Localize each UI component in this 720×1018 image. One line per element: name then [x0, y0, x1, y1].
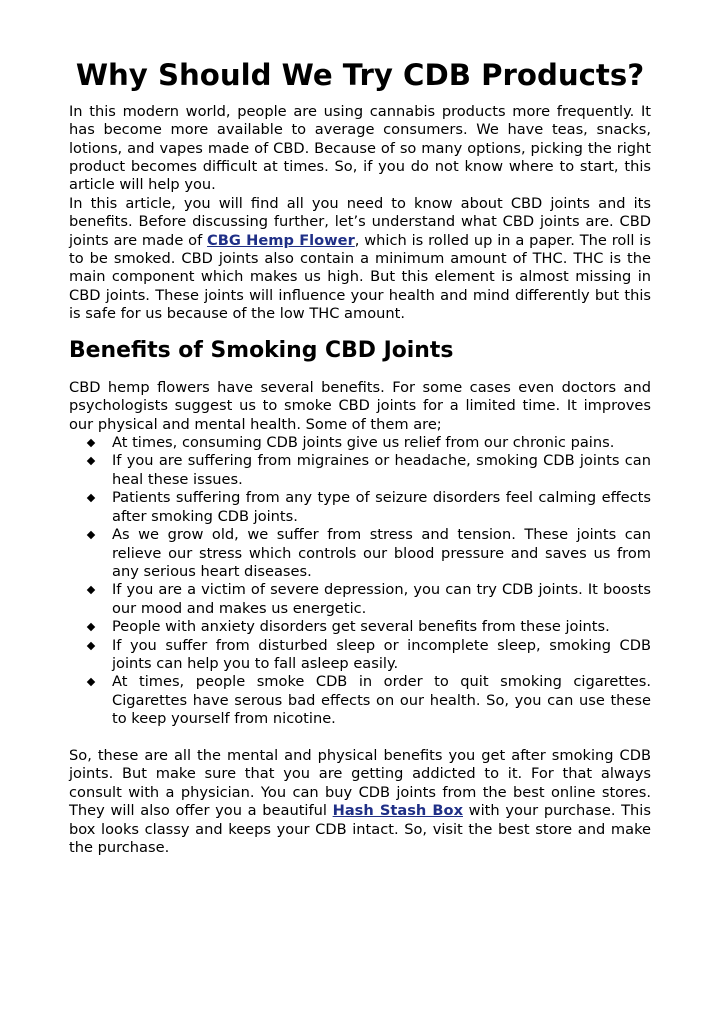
- cbg-hemp-flower-link[interactable]: CBG Hemp Flower: [207, 231, 355, 249]
- list-item-text: As we grow old, we suffer from stress and tension. These joints can relieve our stress which controls our blood pressure and saves us from any serious heart diseases.: [112, 526, 651, 580]
- intro-paragraph-2-text-after: , which is rolled up in a paper. The roll is to be smoked. CBD joints also contain a minimum amount of THC. THC is the main component which makes us high. But this element is almost missing in CBD joints. These joints will influence your health and mind differently but this is safe for us because of the low THC amount.: [69, 231, 651, 323]
- diamond-bullet-icon: [87, 494, 95, 502]
- list-item-text: People with anxiety disorders get several benefits from these joints.: [112, 618, 610, 636]
- intro-paragraph-2: [69, 195, 651, 324]
- diamond-bullet-icon: [87, 586, 95, 594]
- intro-paragraph-1: In this modern world, people are using cannabis products more frequently. It has become more available to average consumers. We have teas, snacks, lotions, and vapes made of CBD. Because of so many options, picking the right product becomes difficult at times. So, if you do not know where to start, this article will help you.: [69, 102, 651, 194]
- list-item-text: At times, consuming CDB joints give us relief from our chronic pains.: [112, 434, 615, 452]
- hash-stash-box-link[interactable]: Hash Stash Box: [332, 802, 463, 820]
- document-title: Why Should We Try CDB Products?: [75, 58, 645, 92]
- intro-paragraph-2-text-before: In this article, you will find all you need to know about CBD joints and its benefits. Before discussing further, let’s understand what CBD joints are. CBD joints are made of: [69, 194, 651, 249]
- document-page: [69, 58, 651, 857]
- closing-paragraph-text-after: with your purchase. This box looks classy and keeps your CDB intact. So, visit the best store and make the purchase.: [69, 802, 651, 856]
- list-item-text: If you are a victim of severe depression, you can try CDB joints. It boosts our mood and makes us energetic.: [112, 581, 651, 617]
- list-item-text: At times, people smoke CDB in order to quit smoking cigarettes. Cigarettes have serous bad effects on our health. So, you can use these to keep yourself from nicotine.: [112, 673, 651, 728]
- diamond-bullet-icon: [87, 678, 95, 686]
- benefits-intro: CBD hemp flowers have several benefits. For some cases even doctors and psychologists suggest us to smoke CBD joints for a limited time. It improves our physical and mental health. Some of them are;: [69, 378, 651, 433]
- benefits-heading: Benefits of Smoking CBD Joints: [69, 338, 454, 364]
- diamond-bullet-icon: [87, 457, 95, 465]
- list-item: [69, 526, 651, 581]
- list-item-text: If you suffer from disturbed sleep or incomplete sleep, smoking CDB joints can help you to fall asleep easily.: [112, 636, 651, 672]
- list-item: [69, 673, 651, 728]
- list-item: [69, 637, 651, 674]
- list-item-text: Patients suffering from any type of seizure disorders feel calming effects after smoking CDB joints.: [112, 489, 651, 525]
- spacer: [69, 729, 651, 747]
- benefits-list: [69, 434, 651, 729]
- diamond-bullet-icon: [87, 439, 95, 447]
- diamond-bullet-icon: [87, 531, 95, 539]
- list-item: [69, 452, 651, 489]
- list-item: [69, 489, 651, 526]
- closing-paragraph: [69, 747, 651, 857]
- diamond-bullet-icon: [87, 623, 95, 631]
- closing-paragraph-text-before: So, these are all the mental and physical benefits you get after smoking CDB joints. But make sure that you are getting addicted to it. For that always consult with a physician. You can buy CDB joints from the best online stores. They will also offer you a beautiful: [69, 746, 651, 820]
- list-item: [69, 618, 651, 636]
- list-item-text: If you are suffering from migraines or headache, smoking CDB joints can heal these issues.: [112, 452, 651, 488]
- spacer: [69, 360, 651, 378]
- list-item: [69, 581, 651, 618]
- list-item: [69, 434, 651, 452]
- diamond-bullet-icon: [87, 641, 95, 649]
